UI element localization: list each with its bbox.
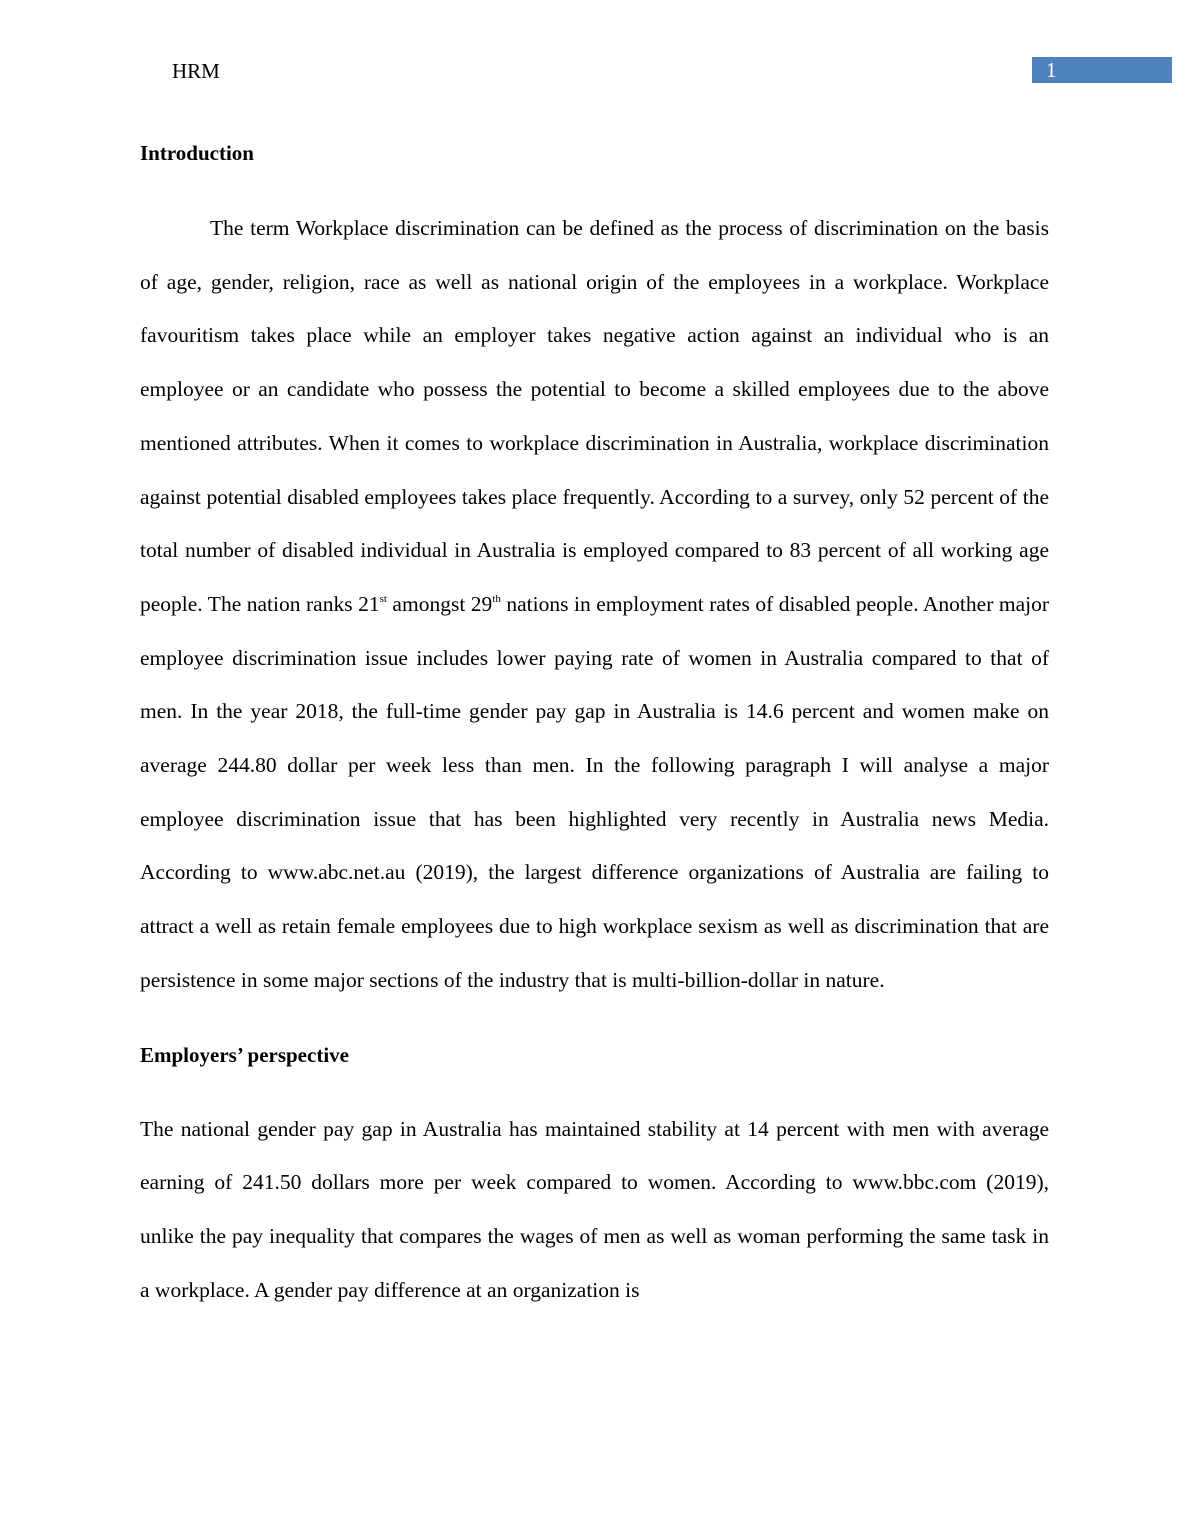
page-number: 1: [1046, 58, 1057, 82]
employers-perspective-paragraph: The national gender pay gap in Australia has maintained stability at 14 percent with men with average earning of 241.50 dollars more per week compared to women. According to www.bbc.com (2019), unlike the pay inequality that compares the wages of men as well as woman performing the same task in a workplace. A gender pay difference at an organization is: [140, 1116, 1049, 1302]
introduction-paragraph: [140, 202, 1049, 1008]
page-number-bar: [1032, 57, 1172, 83]
section-heading-employers-perspective: Employers’ perspective: [140, 1042, 349, 1067]
document-body: [140, 138, 1049, 1317]
introduction-text-part-3: nations in employment rates of disabled people. Another major employee discrimination issue includes lower paying rate of women in Australia compared to that of men. In the year 2018, the full-time gender pay gap in Australia is 14.6 percent and women make on average 244.80 dollar per week less than men. In the following paragraph I will analyse a major employee discrimination issue that has been highlighted very recently in Australia news Media. According to www.abc.net.au (2019), the largest difference organizations of Australia are failing to attract a well as retain female employees due to high workplace sexism as well as discrimination that are persistence in some major sections of the industry that is multi-billion-dollar in nature.: [140, 591, 1050, 992]
introduction-text-part-1: The term Workplace discrimination can be defined as the process of discrimination on the basis of age, gender, religion, race as well as national origin of the employees in a workplace. Workplace favouritism takes place while an employer takes negative action against an individual who is an employee or an candidate who possess the potential to become a skilled employees due to the above mentioned attributes. When it comes to workplace discrimination in Australia, workplace discrimination against potential disabled employees takes place frequently. According to a survey, only 52 percent of the total number of disabled individual in Australia is employed compared to 83 percent of all working age people. The nation ranks 21: [140, 216, 1049, 616]
superscript-th: th: [492, 592, 501, 605]
section-heading-introduction: Introduction: [140, 141, 254, 165]
superscript-st: st: [379, 592, 387, 605]
introduction-text-part-2: amongst 29: [386, 591, 493, 616]
header-title: HRM: [172, 59, 220, 83]
